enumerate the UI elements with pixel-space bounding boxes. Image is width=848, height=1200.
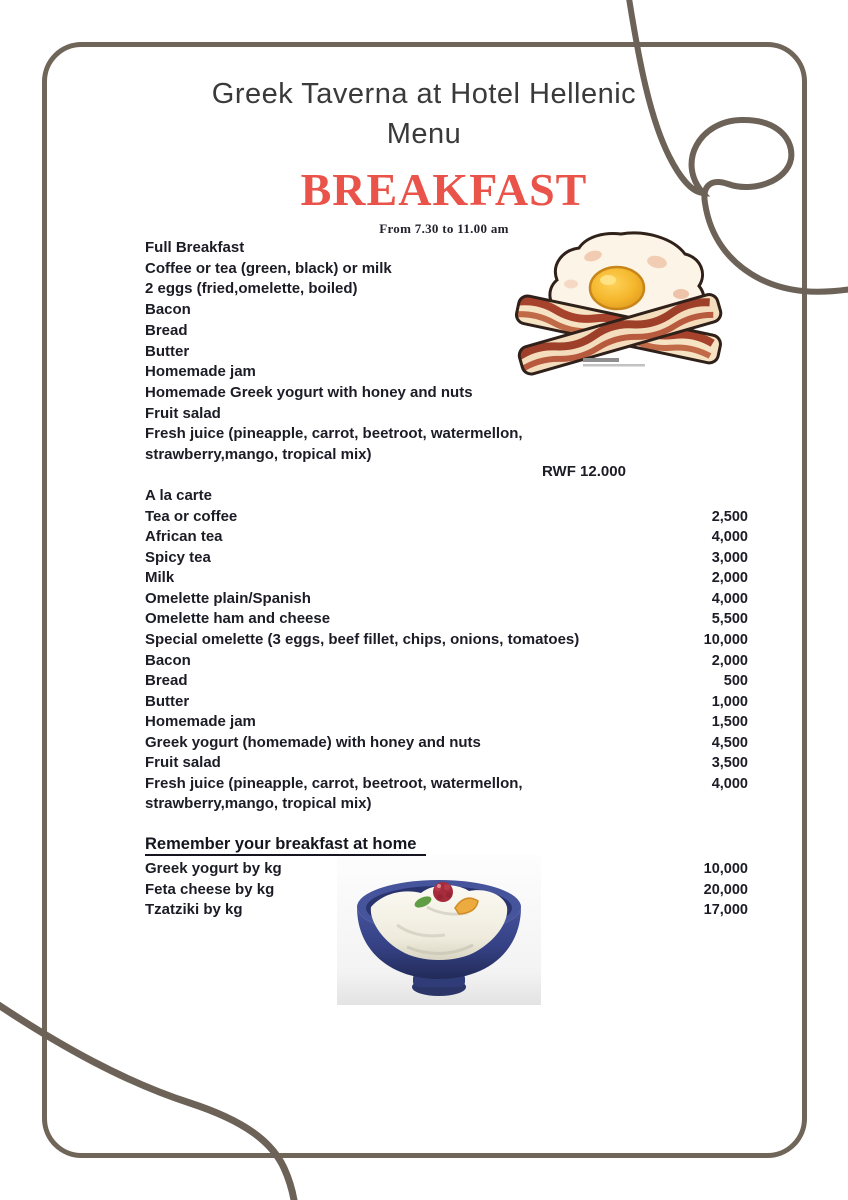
restaurant-title-line2: Menu bbox=[386, 118, 462, 150]
item-name: Tzatziki by kg bbox=[145, 901, 243, 919]
item-price: 17,000 bbox=[703, 902, 748, 919]
item-price: 1,000 bbox=[711, 693, 748, 710]
item-price: 1,500 bbox=[711, 714, 748, 731]
menu-item-row bbox=[145, 651, 748, 672]
item-name: Special omelette (3 eggs, beef fillet, chips, onions, tomatoes) bbox=[145, 630, 580, 648]
menu-item-row bbox=[145, 589, 748, 610]
item-price: 4,000 bbox=[711, 775, 748, 792]
restaurant-title-line1: Greek Taverna at Hotel Hellenic bbox=[211, 78, 637, 110]
menu-line: 2 eggs (fried,omelette, boiled) bbox=[145, 280, 358, 298]
item-name: Spicy tea bbox=[145, 548, 211, 566]
menu-item-row bbox=[145, 733, 748, 754]
a-la-carte-items bbox=[145, 507, 748, 815]
restaurant-title bbox=[0, 74, 848, 154]
item-price: 10,000 bbox=[703, 631, 748, 648]
item-price: 2,000 bbox=[711, 570, 748, 587]
full-breakfast-items bbox=[145, 259, 615, 466]
item-price: 4,000 bbox=[711, 590, 748, 607]
menu-item-row bbox=[145, 507, 748, 528]
menu-item-row bbox=[145, 609, 748, 630]
a-la-carte-heading: A la carte bbox=[145, 487, 212, 504]
item-name: Bread bbox=[145, 672, 188, 690]
breakfast-at-home-section bbox=[145, 835, 748, 921]
item-price: 500 bbox=[723, 673, 748, 690]
item-price: 5,500 bbox=[711, 611, 748, 628]
item-price: 4,000 bbox=[711, 529, 748, 546]
menu-item-row bbox=[145, 568, 748, 589]
section-subtitle: From 7.30 to 11.00 am bbox=[379, 221, 509, 236]
menu-line: Butter bbox=[145, 342, 190, 360]
item-name: African tea bbox=[145, 528, 223, 546]
item-name: Butter bbox=[145, 692, 190, 710]
menu-item-row bbox=[145, 880, 748, 901]
menu-item-row bbox=[145, 859, 748, 880]
menu-line: strawberry,mango, tropical mix) bbox=[145, 446, 372, 464]
menu-item-row bbox=[145, 671, 748, 692]
full-breakfast-price: RWF 12.000 bbox=[542, 463, 626, 480]
item-price: 3,500 bbox=[711, 755, 748, 772]
menu-line: Fresh juice (pineapple, carrot, beetroot, watermellon, bbox=[145, 425, 523, 443]
section-title: BREAKFAST bbox=[300, 164, 588, 215]
item-price: 2,000 bbox=[711, 652, 748, 669]
item-name: Tea or coffee bbox=[145, 507, 238, 525]
menu-item-row bbox=[145, 753, 748, 774]
menu-item-row bbox=[145, 774, 748, 795]
menu-line: Fruit salad bbox=[145, 404, 221, 422]
a-la-carte-section bbox=[145, 486, 748, 815]
menu-item-row bbox=[145, 527, 748, 548]
menu-line: Bread bbox=[145, 321, 188, 339]
item-price: 20,000 bbox=[703, 881, 748, 898]
item-name: Homemade jam bbox=[145, 713, 256, 731]
item-name: Omelette plain/Spanish bbox=[145, 589, 311, 607]
item-price: 2,500 bbox=[711, 508, 748, 525]
item-price: 10,000 bbox=[703, 861, 748, 877]
menu-item-row bbox=[145, 692, 748, 713]
menu-line: Homemade jam bbox=[145, 363, 256, 381]
menu-line: Bacon bbox=[145, 301, 191, 319]
menu-item-row bbox=[145, 794, 748, 815]
menu-item-row bbox=[145, 900, 748, 921]
menu-line: Homemade Greek yogurt with honey and nuts bbox=[145, 383, 473, 401]
item-name: Feta cheese by kg bbox=[145, 880, 275, 898]
item-name: strawberry,mango, tropical mix) bbox=[145, 795, 372, 813]
menu-item-row bbox=[145, 630, 748, 651]
menu-line: Coffee or tea (green, black) or milk bbox=[145, 259, 392, 277]
menu-item-row bbox=[145, 548, 748, 569]
breakfast-at-home-items bbox=[145, 859, 748, 921]
item-name: Fresh juice (pineapple, carrot, beetroot, watermellon, bbox=[145, 774, 523, 792]
item-name: Bacon bbox=[145, 651, 191, 669]
menu-item-row bbox=[145, 712, 748, 733]
item-name: Fruit salad bbox=[145, 754, 221, 772]
item-price: 3,000 bbox=[711, 549, 748, 566]
item-name: Greek yogurt (homemade) with honey and nuts bbox=[145, 733, 481, 751]
full-breakfast-section bbox=[145, 238, 615, 466]
breakfast-at-home-heading: Remember your breakfast at home bbox=[145, 835, 426, 856]
full-breakfast-heading: Full Breakfast bbox=[145, 239, 245, 256]
item-name: Omelette ham and cheese bbox=[145, 610, 331, 628]
item-price: 4,500 bbox=[711, 734, 748, 751]
item-name: Milk bbox=[145, 569, 175, 587]
item-name: Greek yogurt by kg bbox=[145, 860, 282, 877]
